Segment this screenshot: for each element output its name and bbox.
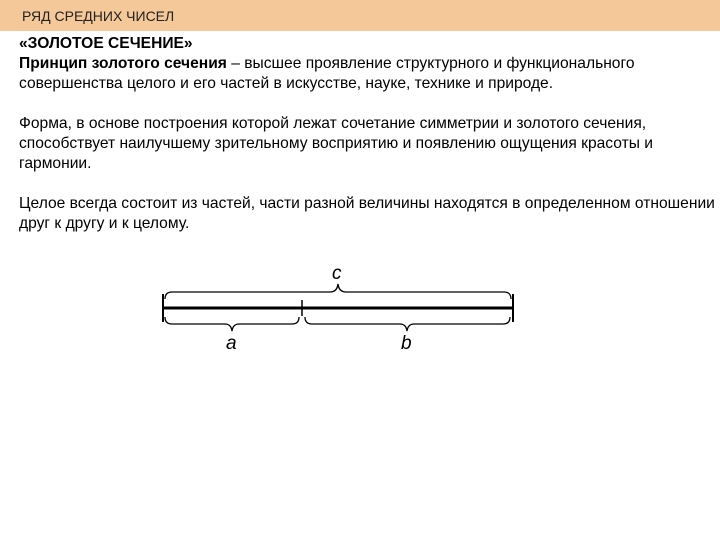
paragraph-form: Форма, в основе построения которой лежат сочетание симметрии и золотого сечения, способствует наилучшему зрительному восприятию и появлению ощущения красоты и гармонии.: [19, 115, 653, 172]
header-title: РЯД СРЕДНИХ ЧИСЕЛ: [22, 8, 175, 24]
part-a-brace: [165, 317, 299, 331]
slide-title: «ЗОЛОТОЕ СЕЧЕНИЕ»: [19, 35, 193, 52]
label-whole-c: c: [332, 263, 342, 284]
label-part-b: b: [401, 333, 412, 354]
label-part-a: a: [226, 333, 237, 354]
definition-term: Принцип золотого сечения: [19, 55, 227, 72]
paragraph-whole: Целое всегда состоит из частей, части разной величины находятся в определенном отношении друг к другу и к целому.: [19, 195, 715, 232]
part-b-brace: [305, 317, 510, 331]
definition-text: – высшее проявление структурного и функционального совершенства целого и его частей в искусстве, науке, технике и природе.: [19, 55, 635, 92]
whole-brace: [165, 284, 511, 299]
